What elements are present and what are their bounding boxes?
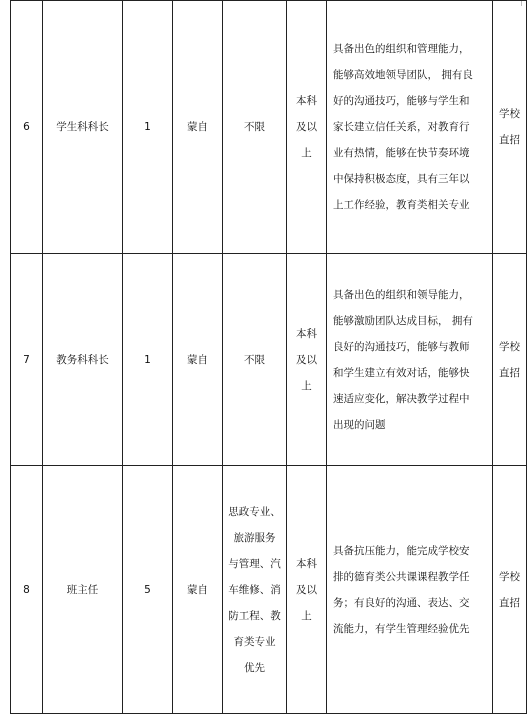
requirements-cell-line: 能够激励团队达成目标， 拥有: [333, 314, 473, 327]
major-cell-line: 旅游服务: [233, 531, 276, 544]
major-cell: [223, 466, 287, 714]
education-cell-line: 及以: [296, 121, 317, 133]
major-cell: [223, 254, 287, 466]
education-cell-line: 上: [301, 609, 312, 622]
major-cell-line: 优先: [244, 661, 265, 674]
requirements-cell-line: 中保持积极态度，具有三年以: [333, 173, 470, 185]
requirements-cell-line: 流能力，有学生管理经验优先: [333, 622, 470, 635]
position-name-cell: 学生科科长: [43, 1, 123, 254]
table-row: [11, 254, 527, 466]
table-row: [11, 1, 527, 254]
requirements-cell: [327, 1, 493, 254]
requirements-cell-line: 速适应变化，解决教学过程中: [333, 392, 470, 405]
major-cell-line: 不限: [244, 353, 265, 366]
requirements-cell-line: 具备出色的组织和管理能力，: [333, 43, 470, 55]
recruit-method-cell-line: 学校: [499, 340, 520, 353]
row-number-cell: 8: [11, 466, 43, 714]
location-cell: 蒙自: [173, 1, 223, 254]
requirements-cell-line: 具备抗压能力，能完成学校安: [333, 544, 470, 557]
requirements-cell-line: 和学生建立有效对话，能够快: [333, 366, 470, 379]
education-cell-line: 及以: [296, 583, 317, 596]
education-cell-line: 上: [301, 379, 312, 392]
education-cell: [287, 254, 327, 466]
recruit-method-cell-line: 学校: [499, 570, 520, 583]
education-cell-line: 及以: [296, 353, 317, 366]
major-cell-line: 防工程、教: [228, 609, 281, 622]
major-cell: [223, 1, 287, 254]
education-cell-line: 上: [301, 147, 312, 159]
major-cell-line: 不限: [244, 121, 265, 133]
requirements-cell-line: 出现的问题: [333, 418, 386, 431]
recruit-method-cell: [493, 1, 527, 254]
requirements-cell-line: 排的德育类公共课课程教学任: [333, 570, 470, 583]
recruit-method-cell-line: 直招: [499, 596, 520, 609]
recruit-method-cell-line: 直招: [499, 134, 520, 146]
recruit-method-cell-line: 直招: [499, 366, 520, 379]
requirements-cell-line: 家长建立信任关系，对教育行: [333, 121, 470, 133]
major-cell-line: 与管理、汽: [228, 557, 281, 570]
table-row: [11, 466, 527, 714]
education-cell-line: 本科: [296, 327, 317, 340]
recruit-method-cell-line: 学校: [499, 108, 520, 120]
row-number-cell: 7: [11, 254, 43, 466]
major-cell-line: 育类专业: [233, 635, 276, 648]
major-cell-line: 车维修、消: [228, 583, 281, 596]
education-cell: [287, 1, 327, 254]
location-cell: 蒙自: [173, 254, 223, 466]
requirements-cell-line: 好的沟通技巧，能够与学生和: [333, 95, 470, 107]
requirements-cell-line: 具备出色的组织和领导能力，: [333, 288, 470, 301]
headcount-cell: 1: [123, 1, 173, 254]
location-cell: 蒙自: [173, 466, 223, 714]
recruitment-table: [10, 0, 527, 714]
education-cell-line: 本科: [296, 95, 317, 107]
position-name-cell: 班主任: [43, 466, 123, 714]
education-cell: [287, 466, 327, 714]
requirements-cell-line: 业有热情，能够在快节奏环境: [333, 147, 470, 159]
position-name-cell: 教务科科长: [43, 254, 123, 466]
requirements-cell-line: 良好的沟通技巧，能够与教师: [333, 340, 470, 353]
recruit-method-cell: [493, 254, 527, 466]
education-cell-line: 本科: [296, 557, 317, 570]
requirements-cell-line: 上工作经验，教育类相关专业: [333, 199, 470, 211]
requirements-cell-line: 能够高效地领导团队， 拥有良: [333, 69, 473, 81]
headcount-cell: 1: [123, 254, 173, 466]
recruitment-table-body: [11, 1, 527, 714]
headcount-cell: 5: [123, 466, 173, 714]
recruit-method-cell: [493, 466, 527, 714]
requirements-cell: [327, 466, 493, 714]
requirements-cell: [327, 254, 493, 466]
requirements-cell-line: 务；有良好的沟通、表达、交: [333, 596, 470, 609]
row-number-cell: 6: [11, 1, 43, 254]
major-cell-line: 思政专业、: [228, 505, 281, 518]
